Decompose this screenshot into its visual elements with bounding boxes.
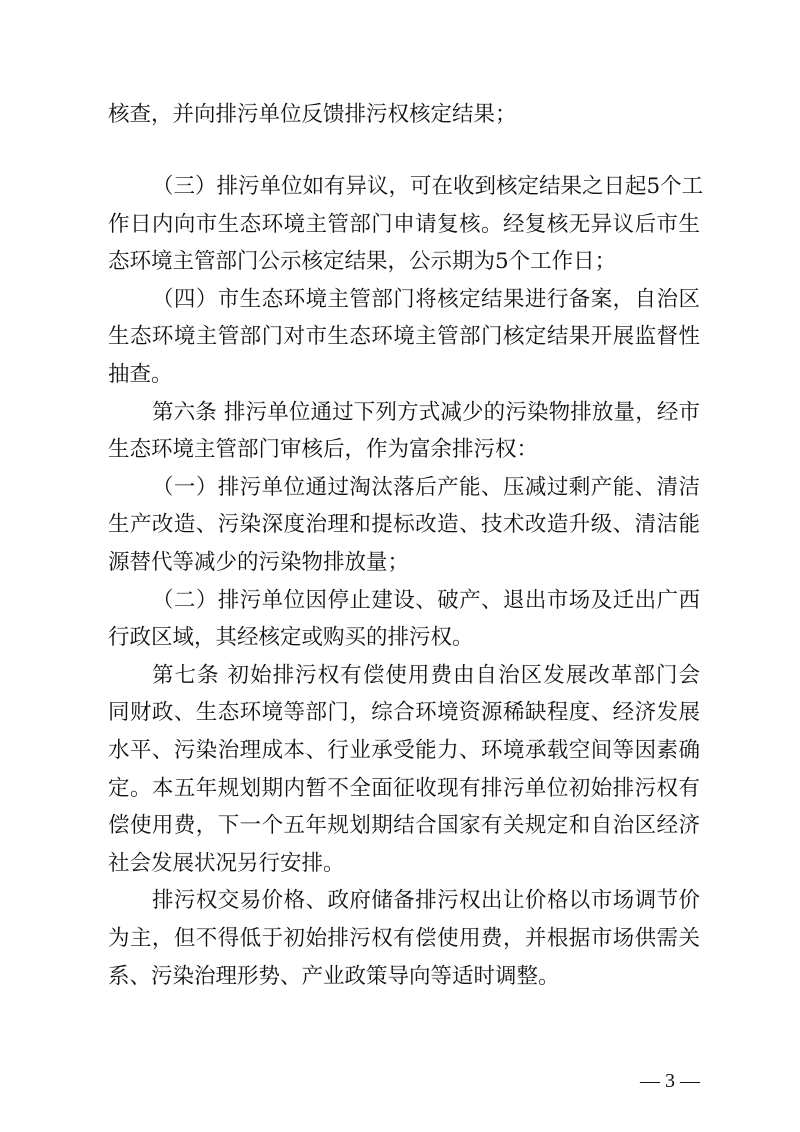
paragraph-line: 社会发展状况另行安排。: [108, 850, 345, 876]
paragraph-line: 抽查。: [108, 362, 173, 387]
paragraph-first-line: （一）排污单位通过淘汰落后产能、压减过剩产能、清洁: [152, 474, 700, 500]
paragraph-first-line: （四）市生态环境主管部门将核定结果进行备案，自治区: [152, 286, 700, 312]
paragraph-line: 偿使用费，下一个五年规划期结合国家有关规定和自治区经济: [108, 813, 700, 839]
paragraph-first-line: （二）排污单位因停止建设、破产、退出市场及迁出广西: [152, 587, 700, 613]
paragraph-line: 生态环境主管部门审核后，作为富余排污权：: [108, 437, 539, 463]
paragraph-line: 定。本五年规划期内暂不全面征收现有排污单位初始排污权有: [108, 775, 700, 801]
paragraph-line: 为主，但不得低于初始排污权有偿使用费，并根据市场供需关: [108, 926, 700, 951]
paragraph-line: 行政区域，其经核定或购买的排污权。: [108, 625, 474, 651]
paragraph-line: 源替代等减少的污染物排放量；: [108, 550, 410, 575]
paragraph-first-line: 核查，并向排污单位反馈排污权核定结果；: [108, 102, 517, 127]
paragraph-line: 作日内向市生态环境主管部门申请复核。经复核无异议后市生: [108, 211, 700, 237]
page-number: — 3 —: [640, 1070, 700, 1092]
paragraph-first-line: （三）排污单位如有异议，可在收到核定结果之日起5个工: [152, 174, 704, 199]
paragraph-line: 同财政、生态环境等部门，综合环境资源稀缺程度、经济发展: [108, 700, 700, 726]
paragraph-line: 水平、污染治理成本、行业承受能力、环境承载空间等因素确: [108, 738, 700, 763]
paragraph-first-line: 第六条 排污单位通过下列方式减少的污染物排放量，经市: [152, 399, 700, 425]
paragraph-line: 生产改造、污染深度治理和提标改造、技术改造升级、清洁能: [108, 512, 700, 538]
paragraph-line: 系、污染治理形势、产业政策导向等适时调整。: [108, 963, 560, 989]
paragraph-line: 生态环境主管部门对市生态环境主管部门核定结果开展监督性: [108, 324, 700, 350]
paragraph-line: 态环境主管部门公示核定结果，公示期为5个工作日；: [108, 249, 617, 275]
paragraph-first-line: 排污权交易价格、政府储备排污权出让价格以市场调节价: [152, 888, 700, 914]
paragraph-first-line: 第七条 初始排污权有偿使用费由自治区发展改革部门会: [152, 662, 700, 688]
